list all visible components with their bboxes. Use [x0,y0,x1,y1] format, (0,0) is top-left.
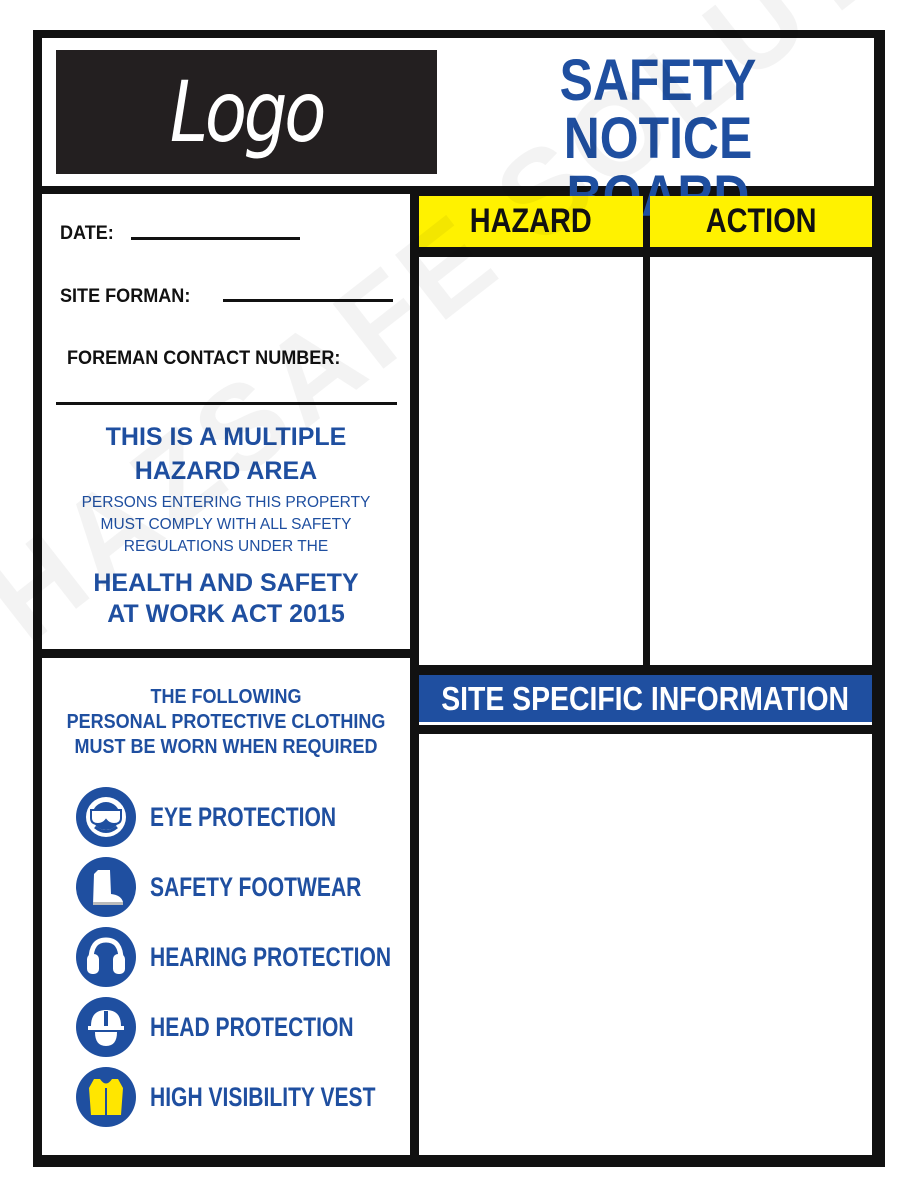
action-header-text: ACTION [705,202,817,240]
site-foreman-label: SITE FORMAN: [60,286,191,307]
action-column-area[interactable] [650,257,872,665]
ppe-item-head-protection [76,996,406,1058]
ppe-heading-line2: PERSONAL PROTECTIVE CLOTHING [66,711,386,733]
date-label: DATE: [60,223,114,244]
eye-protection-icon [76,787,136,847]
date-field[interactable] [131,237,300,240]
ppe-label-hi-vis: HIGH VISIBILITY VEST [150,1081,376,1112]
hazard-header-text: HAZARD [469,202,592,240]
notice-body-line2: MUST COMPLY WITH ALL SAFETY [100,516,352,533]
action-column-header [650,196,872,247]
title-line1: SAFETY NOTICE [559,48,757,171]
ppe-heading-line3: MUST BE WORN WHEN REQUIRED [74,736,378,758]
site-info-area[interactable] [419,734,872,1155]
ear-muffs-icon [76,927,136,987]
notice-body-line3: REGULATIONS UNDER THE [123,538,329,555]
hazard-column-header [419,196,643,247]
ppe-label-footwear: SAFETY FOOTWEAR [150,871,362,902]
ppe-item-hearing-protection [76,926,406,988]
act-line1: HEALTH AND SAFETY [93,569,359,597]
ppe-label-hearing: HEARING PROTECTION [150,941,392,972]
act-line2: AT WORK ACT 2015 [107,600,345,628]
multiple-hazard-notice [42,420,410,630]
hard-hat-icon [76,997,136,1057]
ppe-heading [42,685,410,760]
logo-text: Logo [169,63,324,161]
site-info-header-text: SITE SPECIFIC INFORMATION [441,679,850,717]
ppe-label-head: HEAD PROTECTION [150,1011,354,1042]
ppe-label-eye: EYE PROTECTION [150,801,337,832]
notice-heading-line1: THIS IS A MULTIPLE [105,423,347,451]
hazard-column-area[interactable] [419,257,643,665]
site-info-header [419,675,872,725]
notice-heading-line2: HAZARD AREA [134,457,318,485]
hi-vis-vest-icon [76,1067,136,1127]
ppe-item-hi-vis-vest [76,1066,406,1128]
contact-number-field[interactable] [56,402,397,405]
safety-boot-icon [76,857,136,917]
ppe-heading-line1: THE FOLLOWING [150,686,302,708]
notice-body-line1: PERSONS ENTERING THIS PROPERTY [81,494,371,511]
site-foreman-field[interactable] [223,299,393,302]
logo-placeholder [56,50,437,174]
ppe-item-safety-footwear [76,856,406,918]
contact-number-label: FOREMAN CONTACT NUMBER: [67,348,341,369]
ppe-item-eye-protection [76,786,406,848]
